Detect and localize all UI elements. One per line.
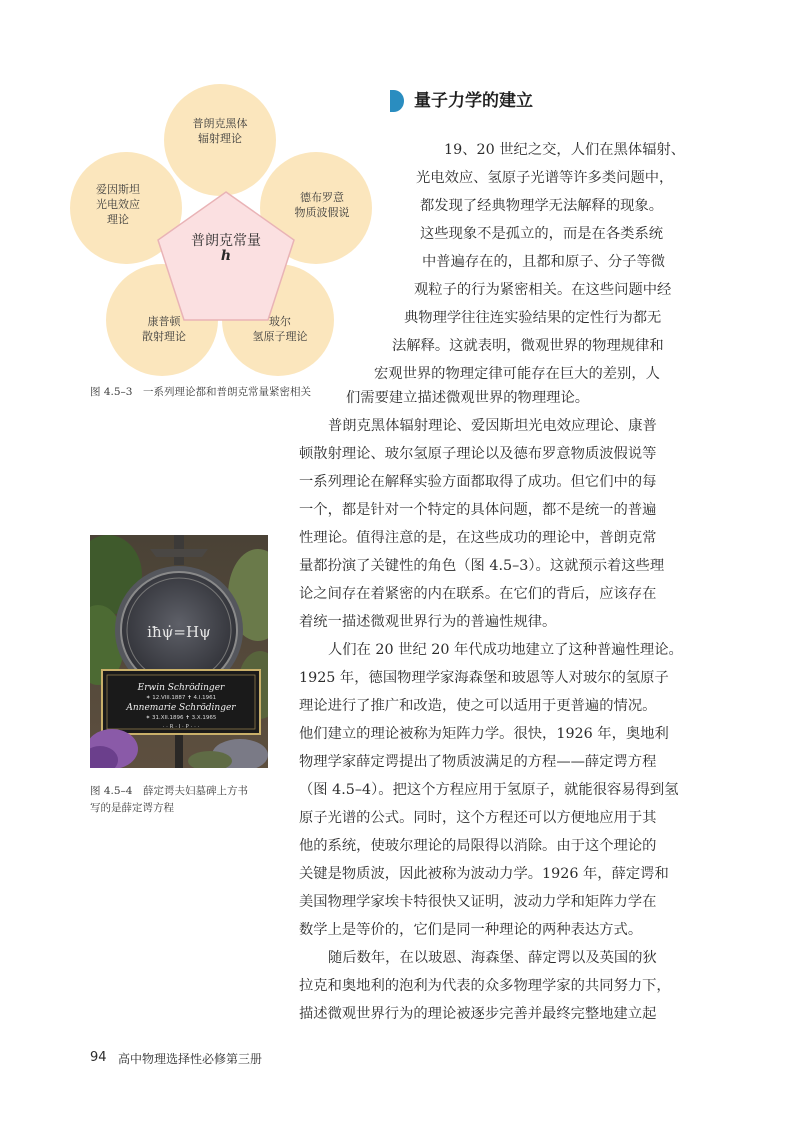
page-number: 94: [90, 1050, 107, 1065]
text-line: 他的系统，使玻尔理论的局限得以消除。由于这个理论的: [299, 838, 657, 854]
planck-constant-label: 普朗克常量: [191, 233, 261, 249]
plaque-rip: · · R · I · P · · ·: [162, 724, 200, 730]
text-line: 他们建立的理论被称为矩阵力学。很快，1926 年，奥地利: [299, 726, 669, 742]
text-line: 典物理学往往连实验结果的定性行为都无: [404, 310, 662, 326]
text-line: 物理学家薛定谔提出了物质波满足的方程——薛定谔方程: [299, 754, 657, 770]
text-line: 美国物理学家埃卡特很快又证明，波动力学和矩阵力学在: [299, 894, 657, 910]
text-line: 拉克和奥地利的泡利为代表的众多物理学家的共同努力下，: [299, 978, 671, 994]
text-line: 都发现了经典物理学无法解释的现象。: [420, 198, 664, 214]
text-line: 着统一描述微观世界行为的普遍性规律。: [299, 614, 557, 630]
plaque-dates-2: ✶ 31.XII.1896 ✝ 3.X.1965: [145, 715, 217, 721]
label-de-broglie: 德布罗意 物质波假说: [294, 191, 350, 219]
text-line: 观粒子的行为紧密相关。在这些问题中经: [414, 282, 672, 298]
text-line: 19、20 世纪之交，人们在黑体辐射、: [444, 142, 686, 158]
label-bohr: 玻尔 氢原子理论: [252, 315, 308, 343]
text-line: 光电效应、氢原子光谱等许多类问题中，: [416, 170, 674, 186]
text-line: 论之间存在着紧密的内在联系。在它们的背后，应该存在: [299, 586, 657, 602]
section-marker-icon: [390, 90, 404, 112]
text-line: 人们在 20 世纪 20 年代成功地建立了这种普遍性理论。: [328, 642, 683, 658]
plaque-name-1: Erwin Schrödinger: [137, 683, 225, 693]
grave-illustration: [90, 535, 268, 768]
theory-diagram: [76, 78, 372, 378]
text-line: 关键是物质波，因此被称为波动力学。1926 年，薛定谔和: [299, 866, 669, 882]
text-line: 顿散射理论、玻尔氢原子理论以及德布罗意物质波假说等: [299, 446, 657, 462]
text-line: 法解释。这就表明，微观世界的物理规律和: [392, 338, 664, 354]
text-line: 们需要建立描述微观世界的物理理论。: [346, 390, 590, 406]
text-line: 1925 年，德国物理学家海森堡和玻恩等人对玻尔的氢原子: [299, 670, 669, 686]
book-title: 高中物理选择性必修第三册: [118, 1052, 263, 1066]
text-line: 数学上是等价的，它们是同一种理论的两种表达方式。: [299, 922, 643, 938]
text-line: 这些现象不是孤立的，而是在各类系统: [420, 226, 664, 242]
planck-constant-symbol: h: [220, 248, 232, 264]
text-line: 一系列理论在解释实验方面都取得了成功。但它们中的每: [299, 474, 657, 490]
text-line: 随后数年，在以玻恩、海森堡、薛定谔以及英国的狄: [328, 950, 657, 966]
text-line: 普朗克黑体辐射理论、爱因斯坦光电效应理论、康普: [328, 418, 657, 434]
text-line: 性理论。值得注意的是，在这些成功的理论中，普朗克常: [299, 530, 657, 546]
figure-caption-4-5-4: 图 4.5–4 薛定谔夫妇墓碑上方书 写的是薛定谔方程: [90, 785, 248, 814]
equation-text: iħψ̇=Hψ: [147, 623, 211, 641]
label-blackbody: 普朗克黑体 辐射理论: [192, 117, 248, 145]
plaque-dates-1: ✶ 12.VIII.1887 ✝ 4.I.1961: [145, 695, 217, 701]
text-line: （图 4.5–4）。把这个方程应用于氢原子，就能很容易得到氢: [299, 782, 679, 798]
text-line: 理论进行了推广和改造，使之可以适用于更普遍的情况。: [299, 698, 657, 714]
label-einstein: 爱因斯坦 光电效应 理论: [96, 183, 140, 226]
figure-caption-4-5-3: 图 4.5–3 一系列理论都和普朗克常量紧密相关: [90, 386, 311, 398]
section-title: 量子力学的建立: [414, 91, 533, 111]
label-compton: 康普顿 散射理论: [142, 315, 186, 343]
schrodinger-grave-photo: [90, 535, 268, 768]
text-line: 宏观世界的物理定律可能存在巨大的差别，人: [374, 366, 660, 382]
text-line: 描述微观世界行为的理论被逐步完善并最终完整地建立起: [299, 1006, 657, 1022]
text-line: 中普遍存在的，且都和原子、分子等微: [422, 254, 666, 270]
plaque-name-2: Annemarie Schrödinger: [126, 703, 236, 713]
text-line: 量都扮演了关键性的角色（图 4.5–3）。这就预示着这些理: [299, 558, 665, 574]
text-line: 一个，都是针对一个特定的具体问题，都不是统一的普遍: [299, 502, 657, 518]
text-line: 原子光谱的公式。同时，这个方程还可以方便地应用于其: [299, 810, 657, 826]
